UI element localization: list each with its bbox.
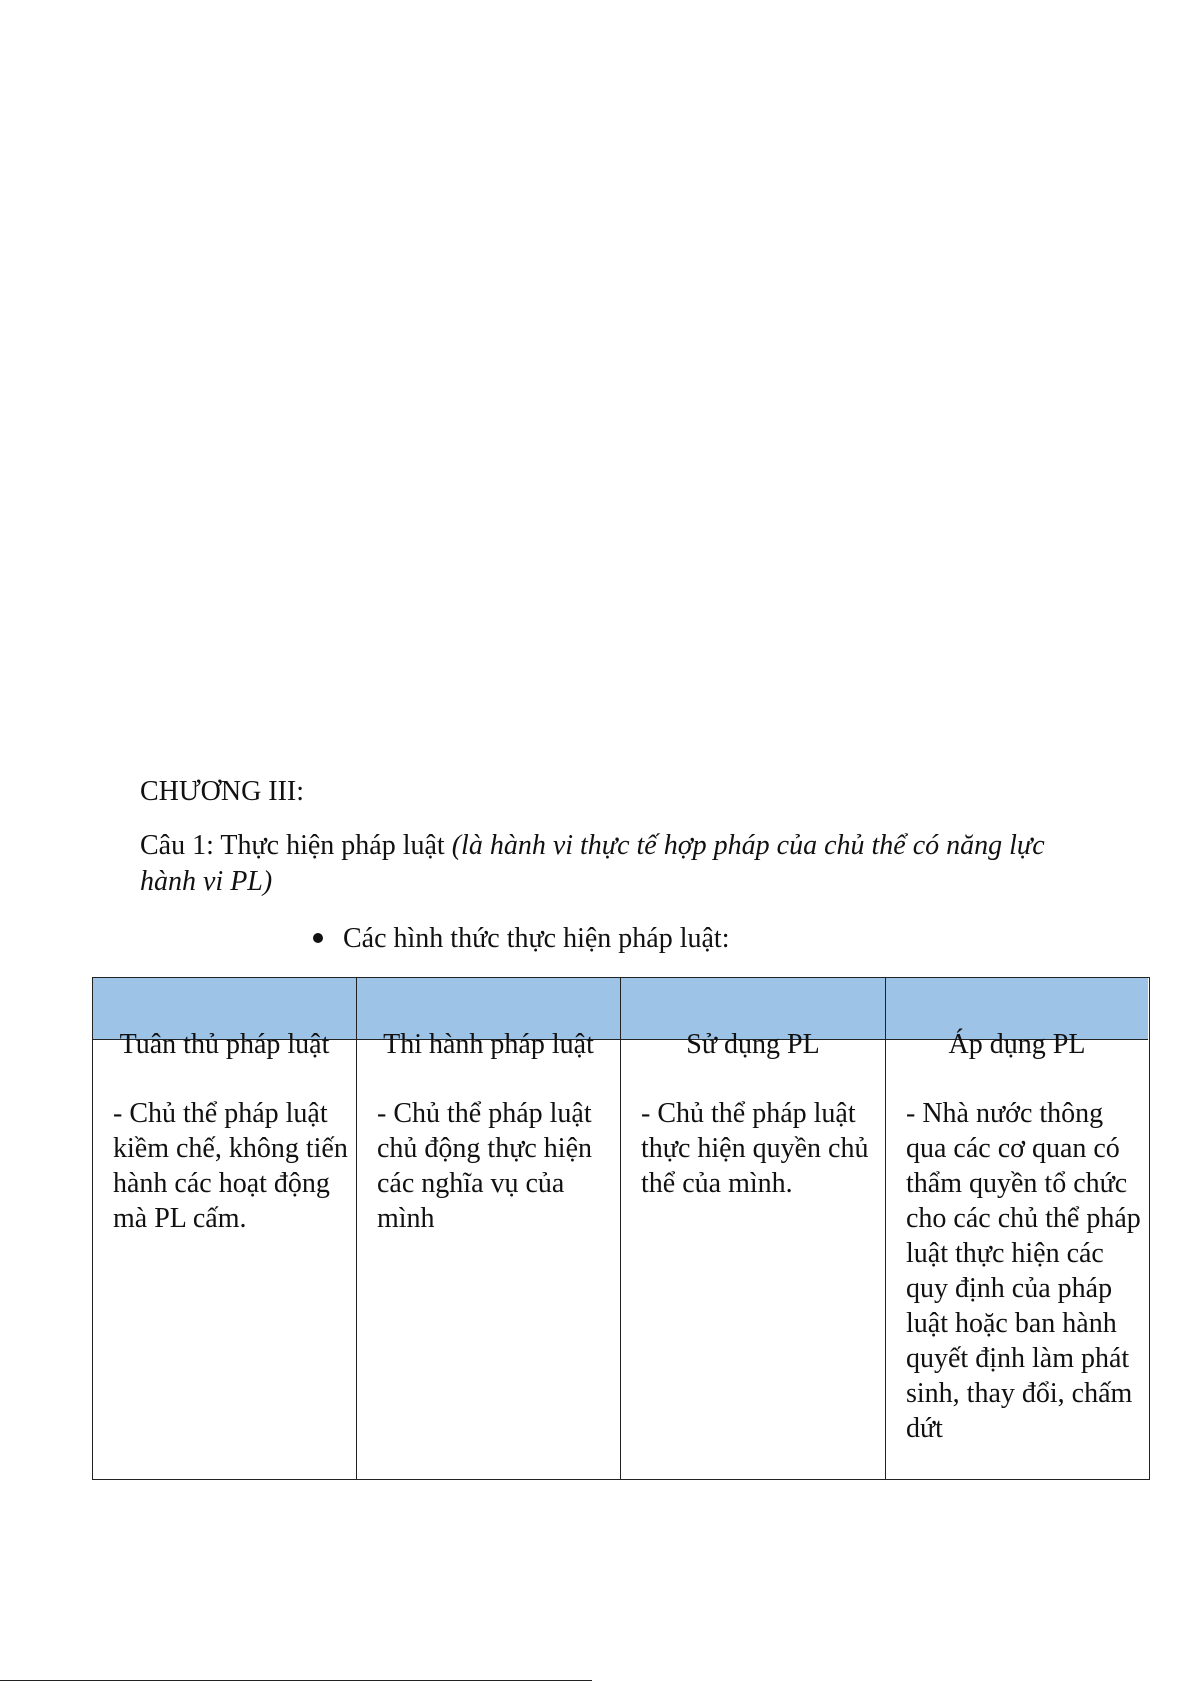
column-description: - Chủ thể pháp luật kiềm chế, không tiến hành các hoạt động mà PL cấm. [113,1098,348,1234]
table-column-su-dung [621,978,886,1479]
question-note: (là hành vi thực tế hợp pháp của chủ thể có năng lực hành vi PL) [140,830,1045,897]
column-title: Áp dụng PL [948,1029,1086,1060]
bullet-text: Các hình thức thực hiện pháp luật: [343,923,730,954]
column-title: Tuân thủ pháp luật [119,1029,330,1060]
question-heading [140,828,1100,900]
law-implementation-forms-table [92,977,1150,1480]
bullet-dot-icon [313,933,323,943]
column-title: Thi hành pháp luật [383,1029,594,1060]
column-title: Sử dụng PL [686,1029,820,1060]
footnote-separator [0,1680,592,1681]
table-column-thi-hanh [357,978,621,1479]
column-description: - Chủ thể pháp luật chủ động thực hiện các nghĩa vụ của mình [377,1098,593,1234]
question-label: Câu 1: Thực hiện pháp luật [140,830,452,861]
column-description: - Chủ thể pháp luật thực hiện quyền chủ thể của mình. [641,1098,869,1199]
column-description: - Nhà nước thông qua các cơ quan có thẩm quyền tổ chức cho các chủ thể pháp luật thực hiện các quy định của pháp luật hoặc ban hành quyết định làm phát sinh, thay đổi, chấm dứt [906,1098,1141,1444]
chapter-heading: CHƯƠNG III: [140,776,305,807]
bullet-item [313,922,729,956]
table-column-tuan-thu [93,978,357,1479]
table-column-ap-dung [886,978,1148,1479]
